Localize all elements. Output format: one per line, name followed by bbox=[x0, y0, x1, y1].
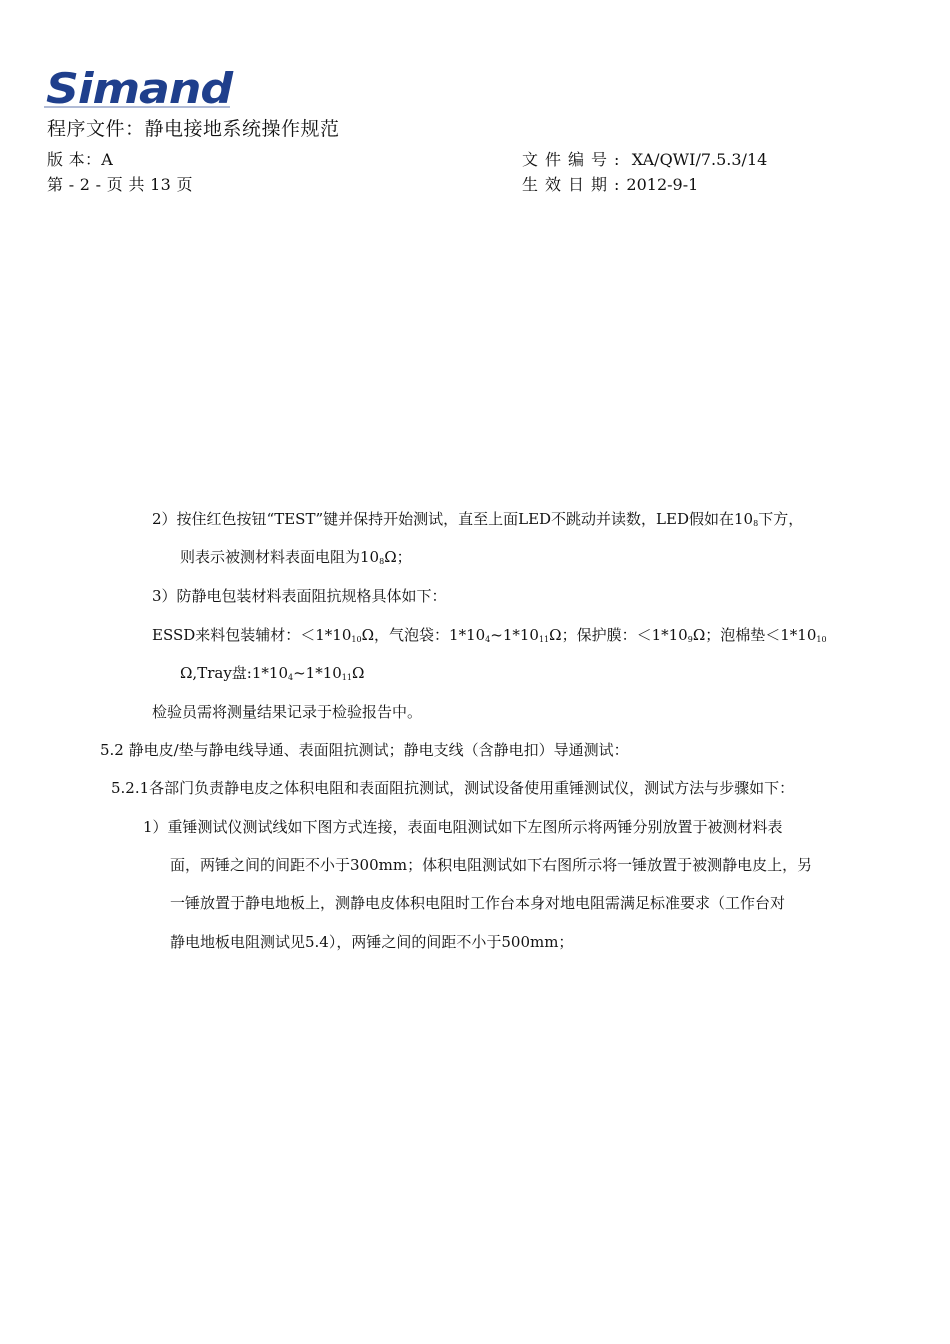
exponent: 10 bbox=[351, 635, 362, 644]
item1-line1: 1）重锤测试仪测试线如下图方式连接，表面电阻测试如下左图所示将两锤分别放置于被测材料表 bbox=[143, 818, 783, 836]
step2-line2-text-b: Ω； bbox=[384, 548, 412, 566]
effective-date-label: 生效日期: bbox=[522, 175, 627, 194]
simand-logo-graphic bbox=[44, 66, 234, 110]
step2-line2-text-a: 则表示被测材料表面电阻为10 bbox=[180, 548, 380, 566]
spec-text: ~1*10 bbox=[490, 626, 539, 644]
version-label: 版 本： bbox=[47, 150, 102, 169]
spec-text: Ω，气泡袋：1*10 bbox=[361, 626, 486, 644]
page-label-prefix: 第 bbox=[47, 175, 64, 194]
version-line bbox=[47, 147, 113, 170]
step2-line2 bbox=[180, 547, 412, 567]
section-5-2-heading: 5.2 静电皮/垫与静电线导通、表面阻抗测试；静电支线（含静电扣）导通测试： bbox=[100, 741, 629, 759]
exponent: 10 bbox=[816, 635, 827, 644]
section-5-2-1-text: 5.2.1各部门负责静电皮之体积电阻和表面阻抗测试，测试设备使用重锤测试仪，测试方法与步骤如下： bbox=[111, 779, 795, 797]
spec-line1 bbox=[152, 625, 827, 645]
spec-text: Ω bbox=[351, 664, 365, 682]
effective-date-line bbox=[522, 172, 698, 195]
item1-line4: 静电地板电阻测试见5.4），两锤之间的间距不小于500mm； bbox=[170, 933, 574, 951]
step2-line1 bbox=[152, 509, 803, 529]
logo-text: Simand bbox=[46, 66, 234, 110]
inspector-note: 检验员需将测量结果记录于检验报告中。 bbox=[152, 703, 423, 721]
exponent: 11 bbox=[538, 635, 550, 644]
page-number: - 2 - bbox=[68, 175, 102, 194]
exponent: 4 bbox=[485, 635, 491, 644]
exponent: 9 bbox=[687, 635, 693, 644]
item1-line2: 面，两锤之间的间距不小于300mm；体积电阻测试如下右图所示将一锤放置于被测静电皮上，另 bbox=[170, 856, 813, 874]
page-number-line bbox=[47, 172, 193, 195]
company-logo bbox=[44, 66, 234, 110]
spec-text: ~1*10 bbox=[293, 664, 342, 682]
exponent: 4 bbox=[287, 673, 294, 682]
exponent: 11 bbox=[341, 673, 352, 682]
exponent: 8 bbox=[753, 519, 759, 528]
spec-line2 bbox=[180, 663, 364, 683]
effective-date-value: 2012-9-1 bbox=[626, 175, 699, 194]
step3-heading: 3）防静电包装材料表面阻抗规格具体如下： bbox=[152, 587, 447, 605]
spec-text: ESSD来料包装辅材：＜1*10 bbox=[152, 626, 352, 644]
exponent: 8 bbox=[379, 557, 385, 566]
item1-line3: 一锤放置于静电地板上，测静电皮体积电阻时工作台本身对地电阻需满足标准要求（工作台对 bbox=[170, 894, 786, 912]
document-title: 程序文件：静电接地系统操作规范 bbox=[47, 118, 340, 140]
step2-text-b: 下方， bbox=[758, 510, 804, 528]
spec-text: Ω；保护膜：＜1*10 bbox=[549, 626, 688, 644]
step2-text-a: 2）按住红色按钮“TEST”键并保持开始测试，直至上面LED不跳动并读数，LED假如在10 bbox=[152, 510, 754, 528]
document-number-line bbox=[522, 147, 767, 170]
spec-text: Ω；泡棉垫＜1*10 bbox=[692, 626, 817, 644]
version-value: A bbox=[101, 150, 114, 169]
document-number-label: 文件编号: bbox=[522, 150, 627, 169]
page-label-suffix: 页 共 13 页 bbox=[106, 175, 193, 194]
spec-text: Ω,Tray盘:1*10 bbox=[180, 664, 288, 682]
document-number-value: XA/QWI/7.5.3/14 bbox=[631, 150, 768, 169]
